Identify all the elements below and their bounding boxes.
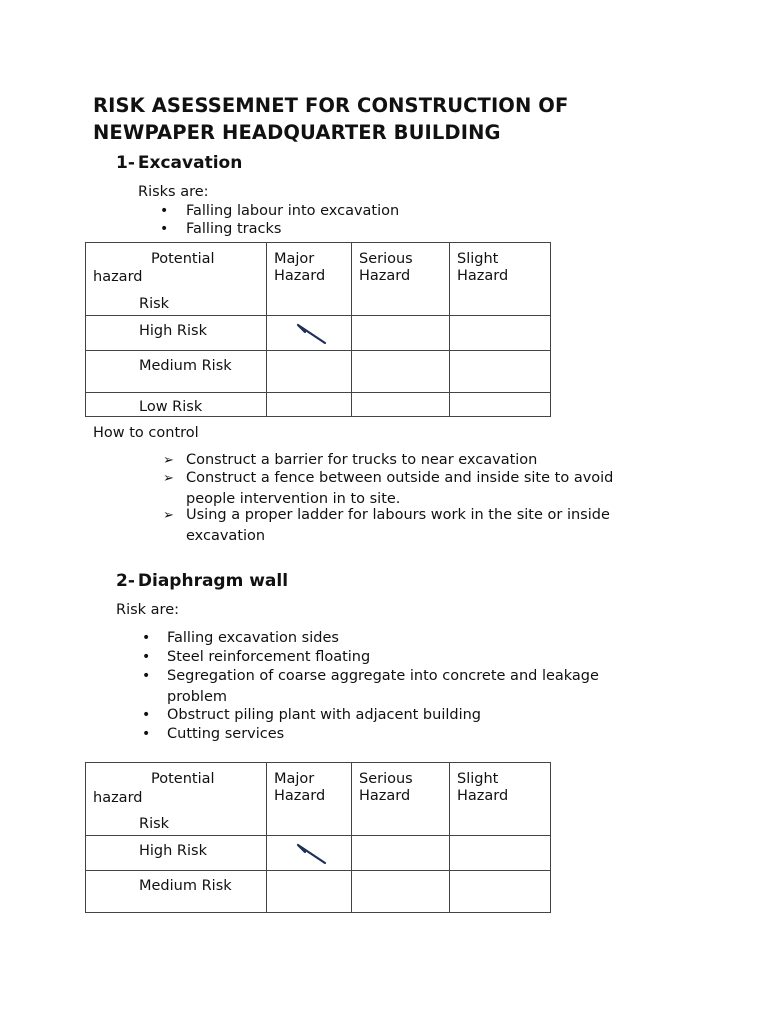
table-row — [86, 871, 551, 913]
arrow-bullet-icon: ➢ — [163, 508, 174, 523]
header-serious-hazard: Serious Hazard — [352, 763, 450, 836]
bullet-icon: • — [142, 649, 151, 665]
list-item: • Cutting services — [142, 726, 285, 742]
bullet-icon: • — [142, 707, 151, 723]
header-major-hazard: Major Hazard — [267, 763, 352, 836]
row-label-low-risk: Low Risk — [139, 399, 203, 415]
list-item: ➢ Construct a barrier for trucks to near excavation — [163, 452, 538, 468]
table-row — [86, 393, 551, 417]
arrow-bullet-icon: ➢ — [163, 471, 174, 486]
bullet-icon: • — [160, 203, 169, 219]
check-mark-icon — [295, 322, 329, 346]
list-item: • Falling labour into excavation — [160, 203, 400, 219]
section-2-number: 2- — [116, 571, 135, 591]
document-title: RISK ASESSEMNET FOR CONSTRUCTION OF NEWPAPER HEADQUARTER BUILDING — [93, 94, 569, 144]
list-item: ➢ Using a proper ladder for labours work in the site or inside excavation — [163, 507, 610, 544]
table-header-row — [86, 763, 551, 836]
section-1-number: 1- — [116, 153, 135, 173]
bullet-icon: • — [142, 668, 151, 684]
table-row — [86, 316, 551, 351]
bullet-icon: • — [142, 630, 151, 646]
header-serious-hazard: Serious Hazard — [352, 243, 450, 316]
list-item: • Falling excavation sides — [142, 630, 339, 646]
header-potential-hazard-risk: Potential hazard Risk — [86, 763, 267, 836]
risk-matrix-table-1 — [85, 242, 551, 417]
table-header-row — [86, 243, 551, 316]
cell-high-major — [267, 316, 352, 351]
header-potential-hazard-risk: Potential hazard Risk — [86, 243, 267, 316]
table-row — [86, 351, 551, 393]
risk-matrix-table-2 — [85, 762, 551, 913]
list-item: • Obstruct piling plant with adjacent building — [142, 707, 482, 723]
row-label-high-risk: High Risk — [139, 323, 207, 339]
section-1-title: Excavation — [137, 153, 243, 173]
section-1-heading — [116, 153, 242, 173]
row-label-medium-risk: Medium Risk — [139, 358, 232, 374]
row-label-high-risk: High Risk — [139, 843, 207, 859]
bullet-icon: • — [142, 726, 151, 742]
cell-high-major — [267, 836, 352, 871]
section-1-intro: Risks are: — [138, 184, 209, 200]
bullet-icon: • — [160, 221, 169, 237]
section-2-intro: Risk are: — [116, 602, 179, 618]
check-mark-icon — [295, 842, 329, 866]
row-label-medium-risk: Medium Risk — [139, 878, 232, 894]
table-row — [86, 836, 551, 871]
section-2-title: Diaphragm wall — [137, 571, 289, 591]
arrow-bullet-icon: ➢ — [163, 453, 174, 468]
list-item: • Steel reinforcement floating — [142, 649, 371, 665]
header-major-hazard: Major Hazard — [267, 243, 352, 316]
list-item: • Falling tracks — [160, 221, 282, 237]
header-slight-hazard: Slight Hazard — [450, 243, 551, 316]
section-2-heading — [116, 571, 288, 591]
header-slight-hazard: Slight Hazard — [450, 763, 551, 836]
list-item: • Segregation of coarse aggregate into concrete and leakage problem — [142, 668, 599, 705]
list-item: ➢ Construct a fence between outside and inside site to avoid people intervention in to site. — [163, 470, 614, 507]
control-intro: How to control — [93, 425, 199, 441]
